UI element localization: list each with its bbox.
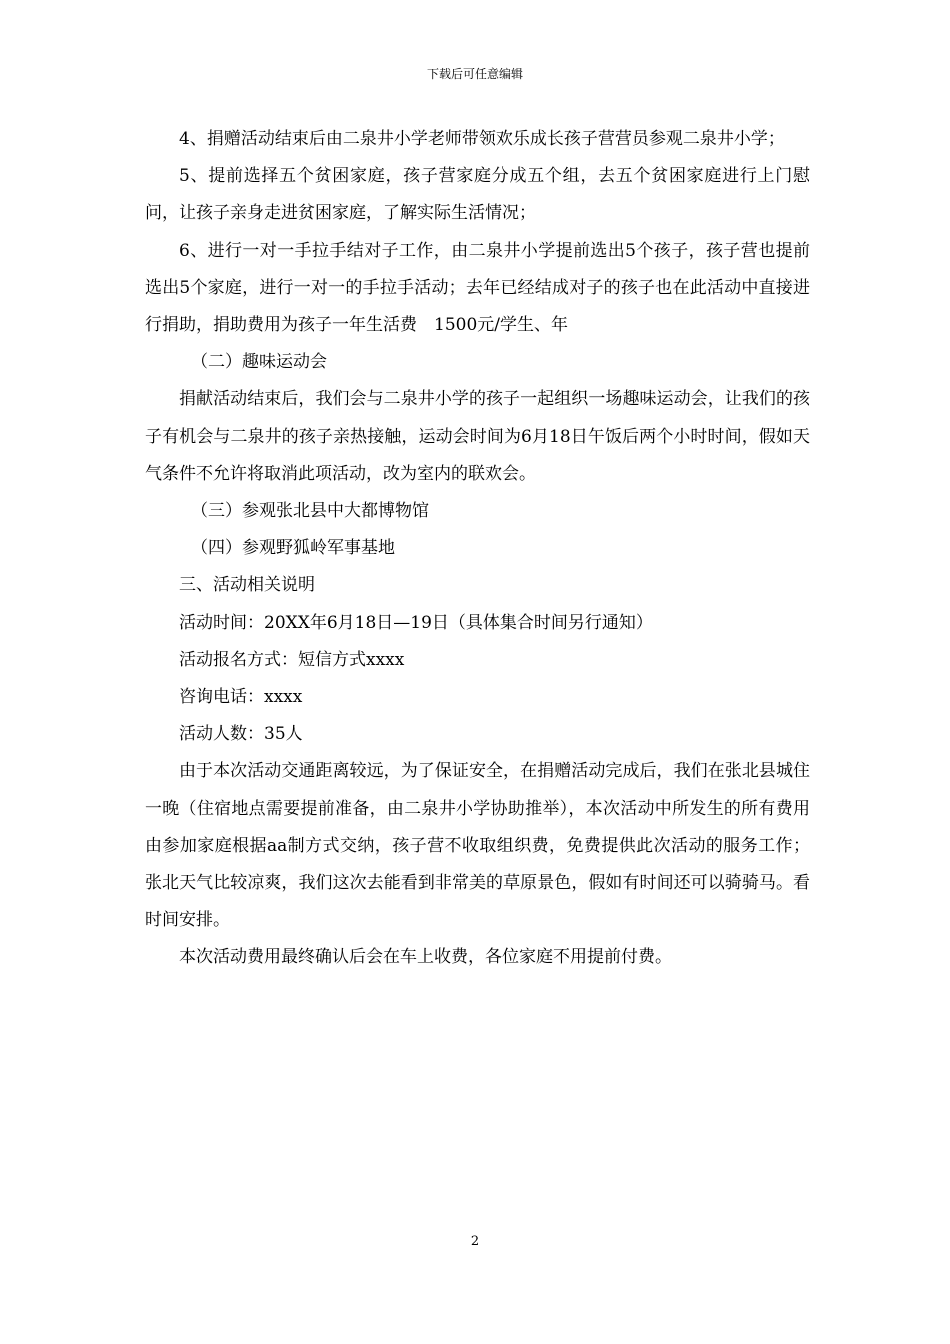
- page-header: 下载后可任意编辑: [426, 67, 523, 81]
- contact-phone: 咨询电话：xxxx: [179, 687, 303, 708]
- section-heading-military-base: （四）参观野狐岭军事基地: [191, 538, 395, 559]
- paragraph-accommodation: 由于本次活动交通距离较远，为了保证安全，在捐赠活动完成后，我们在张北县城住一晚（住宿地点需要提前准备，由二泉井小学协助推举），本次活动中所发生的所有费用由参加家庭根据aa制方式交纳，孩子营不收取组织费，免费提供此次活动的服务工作；张北天气比较凉爽，我们这次去能看到非常美的草原景色，假如有时间还可以骑骑马。看时间安排。: [145, 761, 810, 931]
- paragraph-sports-meet: 捐献活动结束后，我们会与二泉井小学的孩子一起组织一场趣味运动会，让我们的孩子有机会与二泉井的孩子亲热接触，运动会时间为6月18日午饭后两个小时时间，假如天气条件不允许将取消此项活动，改为室内的联欢会。: [145, 389, 810, 484]
- document-body: [145, 121, 810, 977]
- participant-count: 活动人数：35人: [179, 724, 303, 745]
- registration-method: 活动报名方式：短信方式xxxx: [179, 649, 405, 670]
- paragraph-item-6: 6、进行一对一手拉手结对子工作，由二泉井小学提前选出5个孩子，孩子营也提前选出5个家庭，进行一对一的手拉手活动；去年已经结成对子的孩子也在此活动中直接进行捐助，捐助费用为孩子一年生活费 1500元/学生、年: [145, 240, 810, 336]
- section-heading-museum: （三）参观张北县中大都博物馆: [191, 501, 429, 522]
- paragraph-payment: 本次活动费用最终确认后会在车上收费，各位家庭不用提前付费。: [179, 947, 672, 968]
- paragraph-item-5: 5、提前选择五个贫困家庭，孩子营家庭分成五个组，去五个贫困家庭进行上门慰问，让孩子亲身走进贫困家庭，了解实际生活情况；: [145, 166, 810, 224]
- activity-time: 活动时间：20XX年6月18日—19日（具体集合时间另行通知）: [179, 612, 653, 633]
- paragraph-item-4: 4、捐赠活动结束后由二泉井小学老师带领欢乐成长孩子营营员参观二泉井小学；: [179, 129, 785, 149]
- page-number: 2: [470, 1234, 480, 1249]
- section-heading-fun-sports: （二）趣味运动会: [191, 352, 327, 373]
- section-heading-notes: 三、活动相关说明: [179, 575, 315, 596]
